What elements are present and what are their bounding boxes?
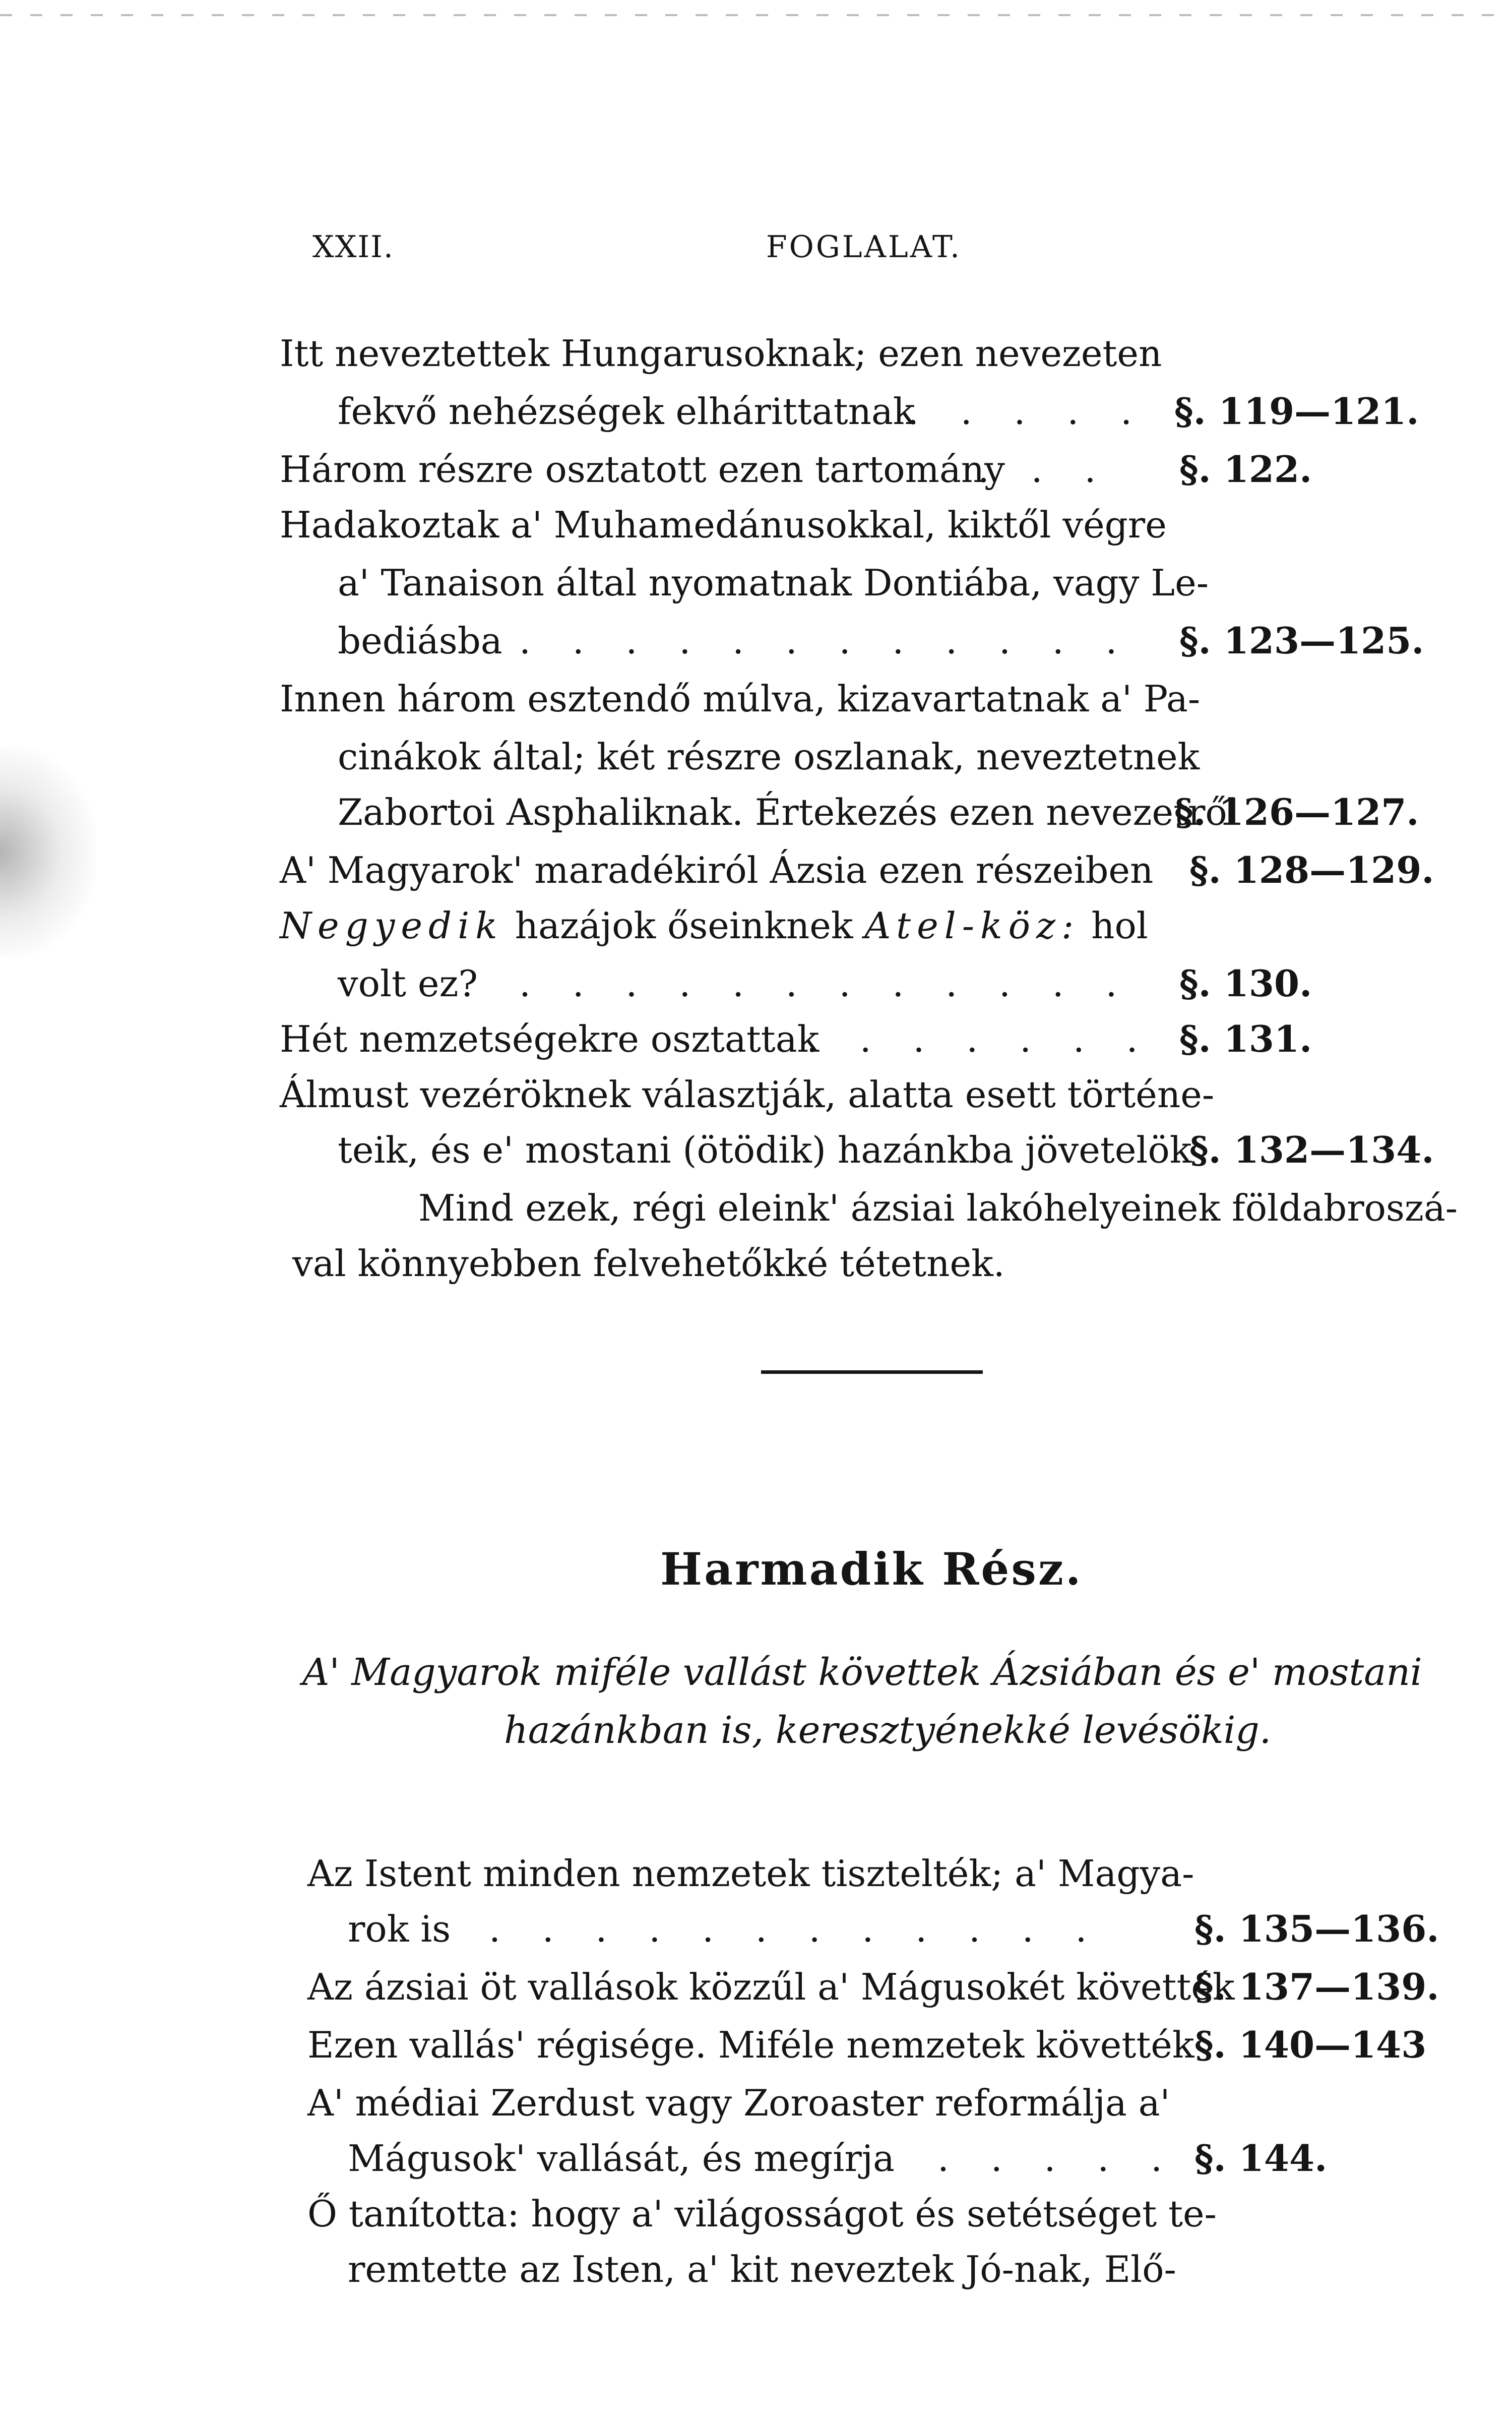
- toc-line: cinákok által; két részre oszlanak, neveztetnek: [338, 736, 1200, 778]
- toc-line: a' Tanaison által nyomatnak Dontiába, vagy Le-: [338, 562, 1209, 604]
- toc-line: Álmust vezéröknek választják, alatta esett történe-: [280, 1073, 1215, 1116]
- section-ref: §. 132—134.: [1189, 1128, 1434, 1171]
- section-ref: §. 140—143: [1194, 2023, 1427, 2066]
- toc-line: Hadakoztak a' Muhamedánusokkal, kiktől végre: [280, 504, 1167, 546]
- dot-leader: . . . . . . . . . . . .: [489, 1908, 1102, 1950]
- toc-line: fekvő nehézségek elhárittatnak: [338, 390, 915, 433]
- dot-leader: . . . . . . .: [806, 1018, 1153, 1060]
- section-ref: §. 122.: [1179, 448, 1312, 491]
- spaced-emphasis: Atel-köz:: [864, 904, 1080, 947]
- toc-line: A' Magyarok' maradékiról Ázsia ezen részeiben: [280, 849, 1154, 891]
- running-title: FOGLALAT.: [766, 229, 962, 265]
- toc-text: hol: [1080, 904, 1148, 947]
- section-ref: §. 123—125.: [1179, 619, 1424, 662]
- toc-line: rok is: [348, 1908, 451, 1950]
- toc-line: Ő tanította: hogy a' világosságot és setétséget te-: [307, 2193, 1217, 2235]
- dot-leader: . . . . . . . . . . . .: [519, 620, 1132, 662]
- toc-line: Az ázsiai öt vallások közzűl a' Mágusokét követték: [307, 1966, 1235, 2008]
- part-subtitle: hazánkban is, keresztyénekké levésökig.: [504, 1709, 1272, 1752]
- section-ref: §. 128—129.: [1189, 849, 1434, 891]
- dot-leader: . . .: [978, 448, 1111, 491]
- toc-line: Hét nemzetségekre osztattak: [280, 1018, 820, 1060]
- toc-line: [280, 904, 1148, 947]
- toc-line: Innen három esztendő múlva, kizavartatnak a' Pa-: [280, 678, 1201, 720]
- toc-line: Ezen vallás' régisége. Miféle nemzetek követték: [307, 2024, 1194, 2066]
- toc-line: A' médiai Zerdust vagy Zoroaster reformálja a': [307, 2082, 1170, 2124]
- toc-line: volt ez?: [338, 962, 478, 1005]
- section-ref: §. 130.: [1179, 962, 1312, 1005]
- toc-line: Itt neveztettek Hungarusoknak; ezen nevezeten: [280, 332, 1162, 375]
- toc-text: hazájok őseinknek: [503, 904, 865, 947]
- dot-leader: . . . . . . . . . . . .: [519, 962, 1132, 1005]
- note-line: Mind ezek, régi eleink' ázsiai lakóhelyeinek földabroszá-: [418, 1187, 1458, 1229]
- scan-top-border: [0, 14, 1512, 16]
- toc-line: Három részre osztatott ezen tartomány: [280, 448, 1005, 491]
- dot-leader: . . . . .: [907, 390, 1147, 433]
- note-line: val könnyebben felvehetőkké tétetnek.: [292, 1242, 1005, 1285]
- toc-line: remtette az Isten, a' kit neveztek Jó-nak, Elő-: [348, 2248, 1176, 2290]
- section-divider: [761, 1370, 983, 1374]
- toc-line: teik, és e' mostani (ötödik) hazánkba jövetelök: [338, 1129, 1192, 1171]
- page-number: XXII.: [312, 229, 394, 265]
- toc-line: Mágusok' vallását, és megírja: [348, 2137, 895, 2180]
- toc-line: Zabortoi Asphaliknak. Értekezés ezen nevezetről: [338, 791, 1239, 833]
- section-ref: §. 135—136.: [1194, 1907, 1439, 1950]
- section-ref: §. 126—127.: [1174, 791, 1419, 833]
- spaced-emphasis: Negyedik: [280, 904, 503, 947]
- section-ref: §. 119—121.: [1174, 390, 1419, 433]
- part-subtitle: A' Magyarok miféle vallást követtek Ázsiában és e' mostani: [302, 1651, 1422, 1694]
- scan-edge-shadow: [0, 746, 96, 958]
- toc-line: Az Istent minden nemzetek tisztelték; a' Magya-: [307, 1852, 1194, 1895]
- dot-leader: . . . . .: [937, 2137, 1177, 2180]
- section-ref: §. 144.: [1194, 2137, 1328, 2180]
- section-ref: §. 137—139.: [1194, 1965, 1439, 2008]
- section-ref: §. 131.: [1179, 1017, 1312, 1060]
- toc-line: bediásba: [338, 620, 502, 662]
- part-title: Harmadik Rész.: [660, 1543, 1083, 1595]
